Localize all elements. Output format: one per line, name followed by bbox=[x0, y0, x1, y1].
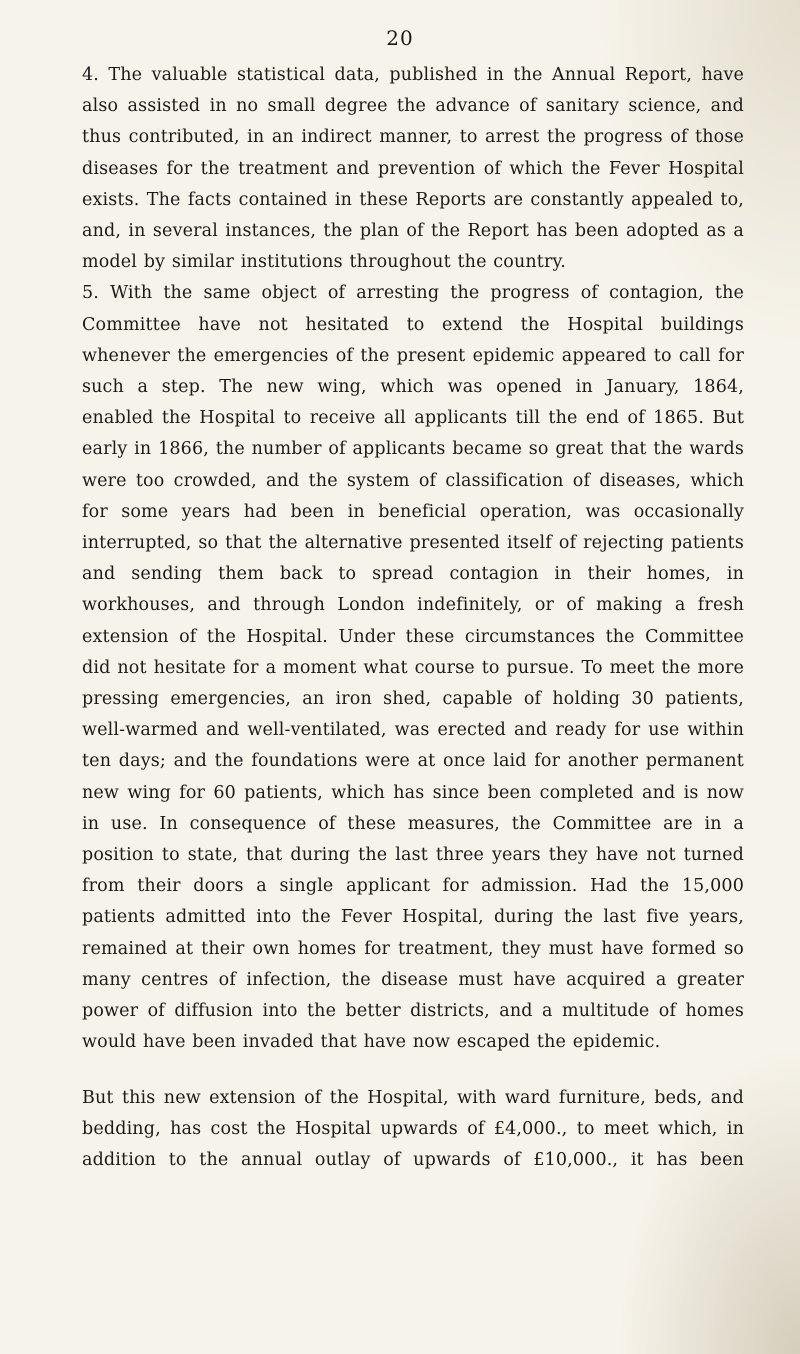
body-text bbox=[82, 60, 744, 1176]
paragraph-5: 5. With the same object of arresting the progress of contagion, the Committee have not hesitated to extend the Hospital buildings whenever the emergencies of the present epidemic appeared to call for such a step. The new wing, which was opened in January, 1864, enabled the Hospital to receive all applicants till the end of 1865. But early in 1866, the number of applicants became so great that the wards were too crowded, and the system of classification of diseases, which for some years had been in beneficial operation, was occasionally interrupted, so that the alternative presented itself of rejecting patients and sending them back to spread contagion in their homes, in workhouses, and through London indefinitely, or of making a fresh extension of the Hospital. Under these circumstances the Committee did not hesitate for a moment what course to pursue. To meet the more pressing emergencies, an iron shed, capable of holding 30 patients, well-warmed and well-ventilated, was erected and ready for use within ten days; and the foundations were at once laid for another permanent new wing for 60 patients, which has since been completed and is now in use. In consequence of these measures, the Committee are in a position to state, that during the last three years they have not turned from their doors a single applicant for admission. Had the 15,000 patients admitted into the Fever Hospital, during the last five years, remained at their own homes for treatment, they must have formed so many centres of infection, the disease must have acquired a greater power of diffusion into the better districts, and a multitude of homes would have been invaded that have now escaped the epidemic. bbox=[82, 283, 744, 1053]
page-number: 20 bbox=[386, 26, 414, 50]
paragraph-continuation: But this new extension of the Hospital, with ward furniture, beds, and bedding, has cost the Hospital upwards of £4,000., to meet which, in addition to the annual outlay of upwards of £10,000., it has been bbox=[82, 1087, 744, 1170]
paragraph-4: 4. The valuable statistical data, published in the Annual Report, have also assisted in no small degree the advance of sanitary science, and thus contributed, in an indirect manner, to arrest the progress of those diseases for the treatment and prevention of which the Fever Hospital exists. The facts contained in these Reports are constantly appealed to, and, in several instances, the plan of the Report has been adopted as a model by similar institutions throughout the country. bbox=[82, 65, 744, 273]
